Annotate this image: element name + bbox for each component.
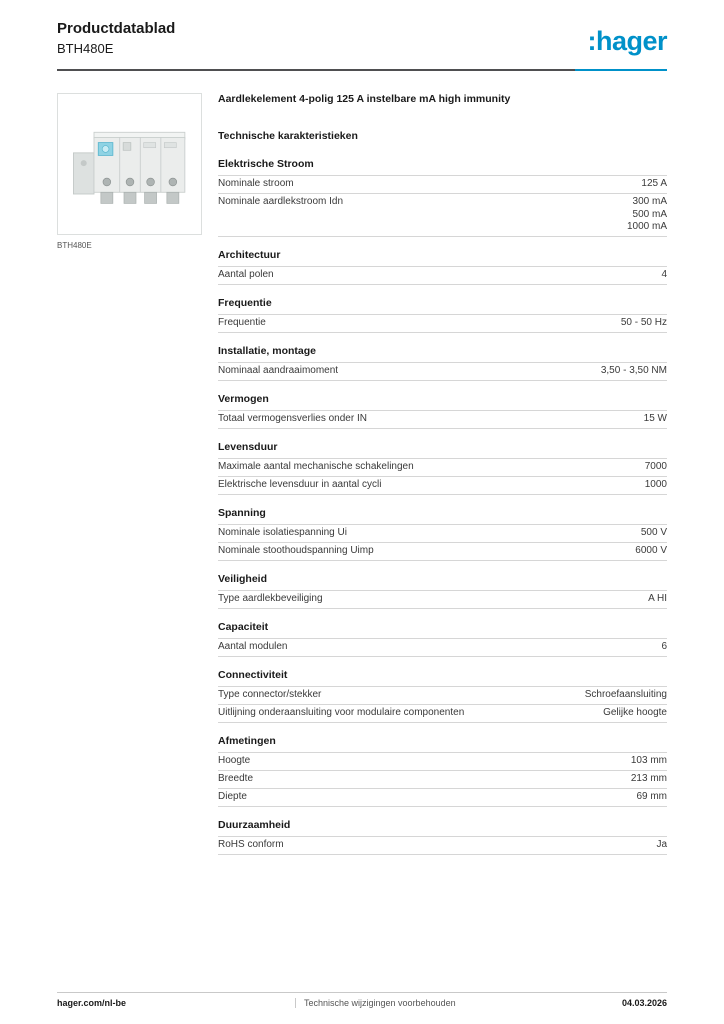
logo-underline <box>575 69 667 71</box>
spec-value: Ja <box>656 839 667 851</box>
spec-section <box>218 393 667 429</box>
section-title: Duurzaamheid <box>218 819 291 832</box>
spec-label: Type connector/stekker <box>218 689 322 701</box>
spec-value: Schroefaansluiting <box>584 689 667 701</box>
section-rows <box>218 362 667 381</box>
specs-column <box>218 93 667 867</box>
spec-label: Breedte <box>218 773 254 785</box>
section-rows <box>218 410 667 429</box>
spec-row <box>218 476 667 494</box>
spec-value: 7000 <box>644 461 667 473</box>
spec-value: Gelijke hoogte <box>603 707 667 719</box>
section-rows <box>218 836 667 855</box>
section-title: Frequentie <box>218 297 272 310</box>
footer <box>57 992 667 1008</box>
spec-row <box>218 788 667 806</box>
spec-section <box>218 573 667 609</box>
spec-row <box>218 590 667 608</box>
spec-section <box>218 441 667 495</box>
section-rows <box>218 175 667 237</box>
spec-row <box>218 524 667 542</box>
spec-row <box>218 704 667 722</box>
spec-value: 15 W <box>643 413 667 425</box>
footer-website-link[interactable]: hager.com/nl-be <box>57 998 127 1008</box>
spec-row <box>218 638 667 656</box>
spec-sections <box>218 158 667 855</box>
spec-value: 213 mm <box>630 773 667 785</box>
spec-value: 103 mm <box>630 755 667 767</box>
spec-row <box>218 362 667 380</box>
product-image-caption: BTH480E <box>57 241 92 250</box>
spec-row <box>218 458 667 476</box>
section-title: Elektrische Stroom <box>218 158 314 171</box>
spec-label: Nominale stroom <box>218 178 294 190</box>
spec-section <box>218 158 667 237</box>
spec-row <box>218 686 667 704</box>
section-rows <box>218 638 667 657</box>
spec-value: 50 - 50 Hz <box>620 317 667 329</box>
spec-label: Nominale stoothoudspanning Uimp <box>218 545 374 557</box>
section-title: Installatie, montage <box>218 345 317 358</box>
product-image-column <box>57 93 202 250</box>
spec-label: Frequentie <box>218 317 266 329</box>
spec-row <box>218 410 667 428</box>
spec-section <box>218 249 667 285</box>
spec-label: Nominale aardlekstroom Idn <box>218 196 344 208</box>
section-rows <box>218 752 667 807</box>
footer-disclaimer: Technische wijzigingen voorbehouden <box>295 998 622 1008</box>
spec-value: 300 mA 500 mA 1000 mA <box>626 196 667 233</box>
product-image-illustration <box>70 105 190 223</box>
section-rows <box>218 590 667 609</box>
spec-section <box>218 297 667 333</box>
spec-section <box>218 621 667 657</box>
spec-row <box>218 542 667 560</box>
spec-value: 125 A <box>641 178 667 190</box>
section-rows <box>218 266 667 285</box>
main-content <box>57 93 667 867</box>
section-rows <box>218 686 667 723</box>
section-title: Vermogen <box>218 393 269 406</box>
header <box>57 20 667 56</box>
spec-section <box>218 507 667 561</box>
spec-section <box>218 735 667 807</box>
spec-label: RoHS conform <box>218 839 284 851</box>
spec-label: Maximale aantal mechanische schakelingen <box>218 461 414 473</box>
section-rows <box>218 458 667 495</box>
spec-label: Type aardlekbeveiliging <box>218 593 323 605</box>
spec-label: Hoogte <box>218 755 251 767</box>
section-rows <box>218 314 667 333</box>
spec-value: 69 mm <box>636 791 667 803</box>
section-title: Capaciteit <box>218 621 269 634</box>
spec-label: Diepte <box>218 791 247 803</box>
spec-value: 4 <box>661 269 667 281</box>
spec-value: 1000 <box>644 479 667 491</box>
product-name: Aardlekelement 4-polig 125 A instelbare mA high immunity <box>218 93 511 105</box>
spec-row <box>218 836 667 854</box>
spec-value: 6 <box>661 641 667 653</box>
spec-section <box>218 345 667 381</box>
spec-row <box>218 770 667 788</box>
section-title: Afmetingen <box>218 735 276 748</box>
product-image <box>57 93 202 235</box>
header-titles <box>57 20 175 56</box>
spec-label: Totaal vermogensverlies onder IN <box>218 413 367 425</box>
spec-value: 3,50 - 3,50 NM <box>600 365 667 377</box>
spec-label: Aantal modulen <box>218 641 288 653</box>
section-title: Veiligheid <box>218 573 268 586</box>
spec-row <box>218 175 667 193</box>
header-divider <box>57 69 667 71</box>
spec-label: Aantal polen <box>218 269 274 281</box>
spec-value: 6000 V <box>635 545 667 557</box>
spec-label: Uitlijning onderaansluiting voor modulaire componenten <box>218 707 465 719</box>
spec-label: Nominale isolatiespanning Ui <box>218 527 347 539</box>
spec-section <box>218 669 667 723</box>
section-title: Levensduur <box>218 441 278 454</box>
spec-value: A HI <box>648 593 667 605</box>
spec-value: 500 V <box>640 527 667 539</box>
doc-subtitle: BTH480E <box>57 41 114 56</box>
section-title: Spanning <box>218 507 266 520</box>
spec-row <box>218 266 667 284</box>
spec-label: Elektrische levensduur in aantal cycli <box>218 479 382 491</box>
doc-title: Productdatablad <box>57 20 176 37</box>
hager-logo: :hager <box>587 26 667 56</box>
spec-row <box>218 314 667 332</box>
specs-heading: Technische karakteristieken <box>218 130 358 143</box>
footer-date: 04.03.2026 <box>621 998 667 1008</box>
section-title: Architectuur <box>218 249 281 262</box>
section-rows <box>218 524 667 561</box>
spec-section <box>218 819 667 855</box>
spec-row <box>218 193 667 236</box>
spec-row <box>218 752 667 770</box>
spec-label: Nominaal aandraaimoment <box>218 365 339 377</box>
section-title: Connectiviteit <box>218 669 288 682</box>
